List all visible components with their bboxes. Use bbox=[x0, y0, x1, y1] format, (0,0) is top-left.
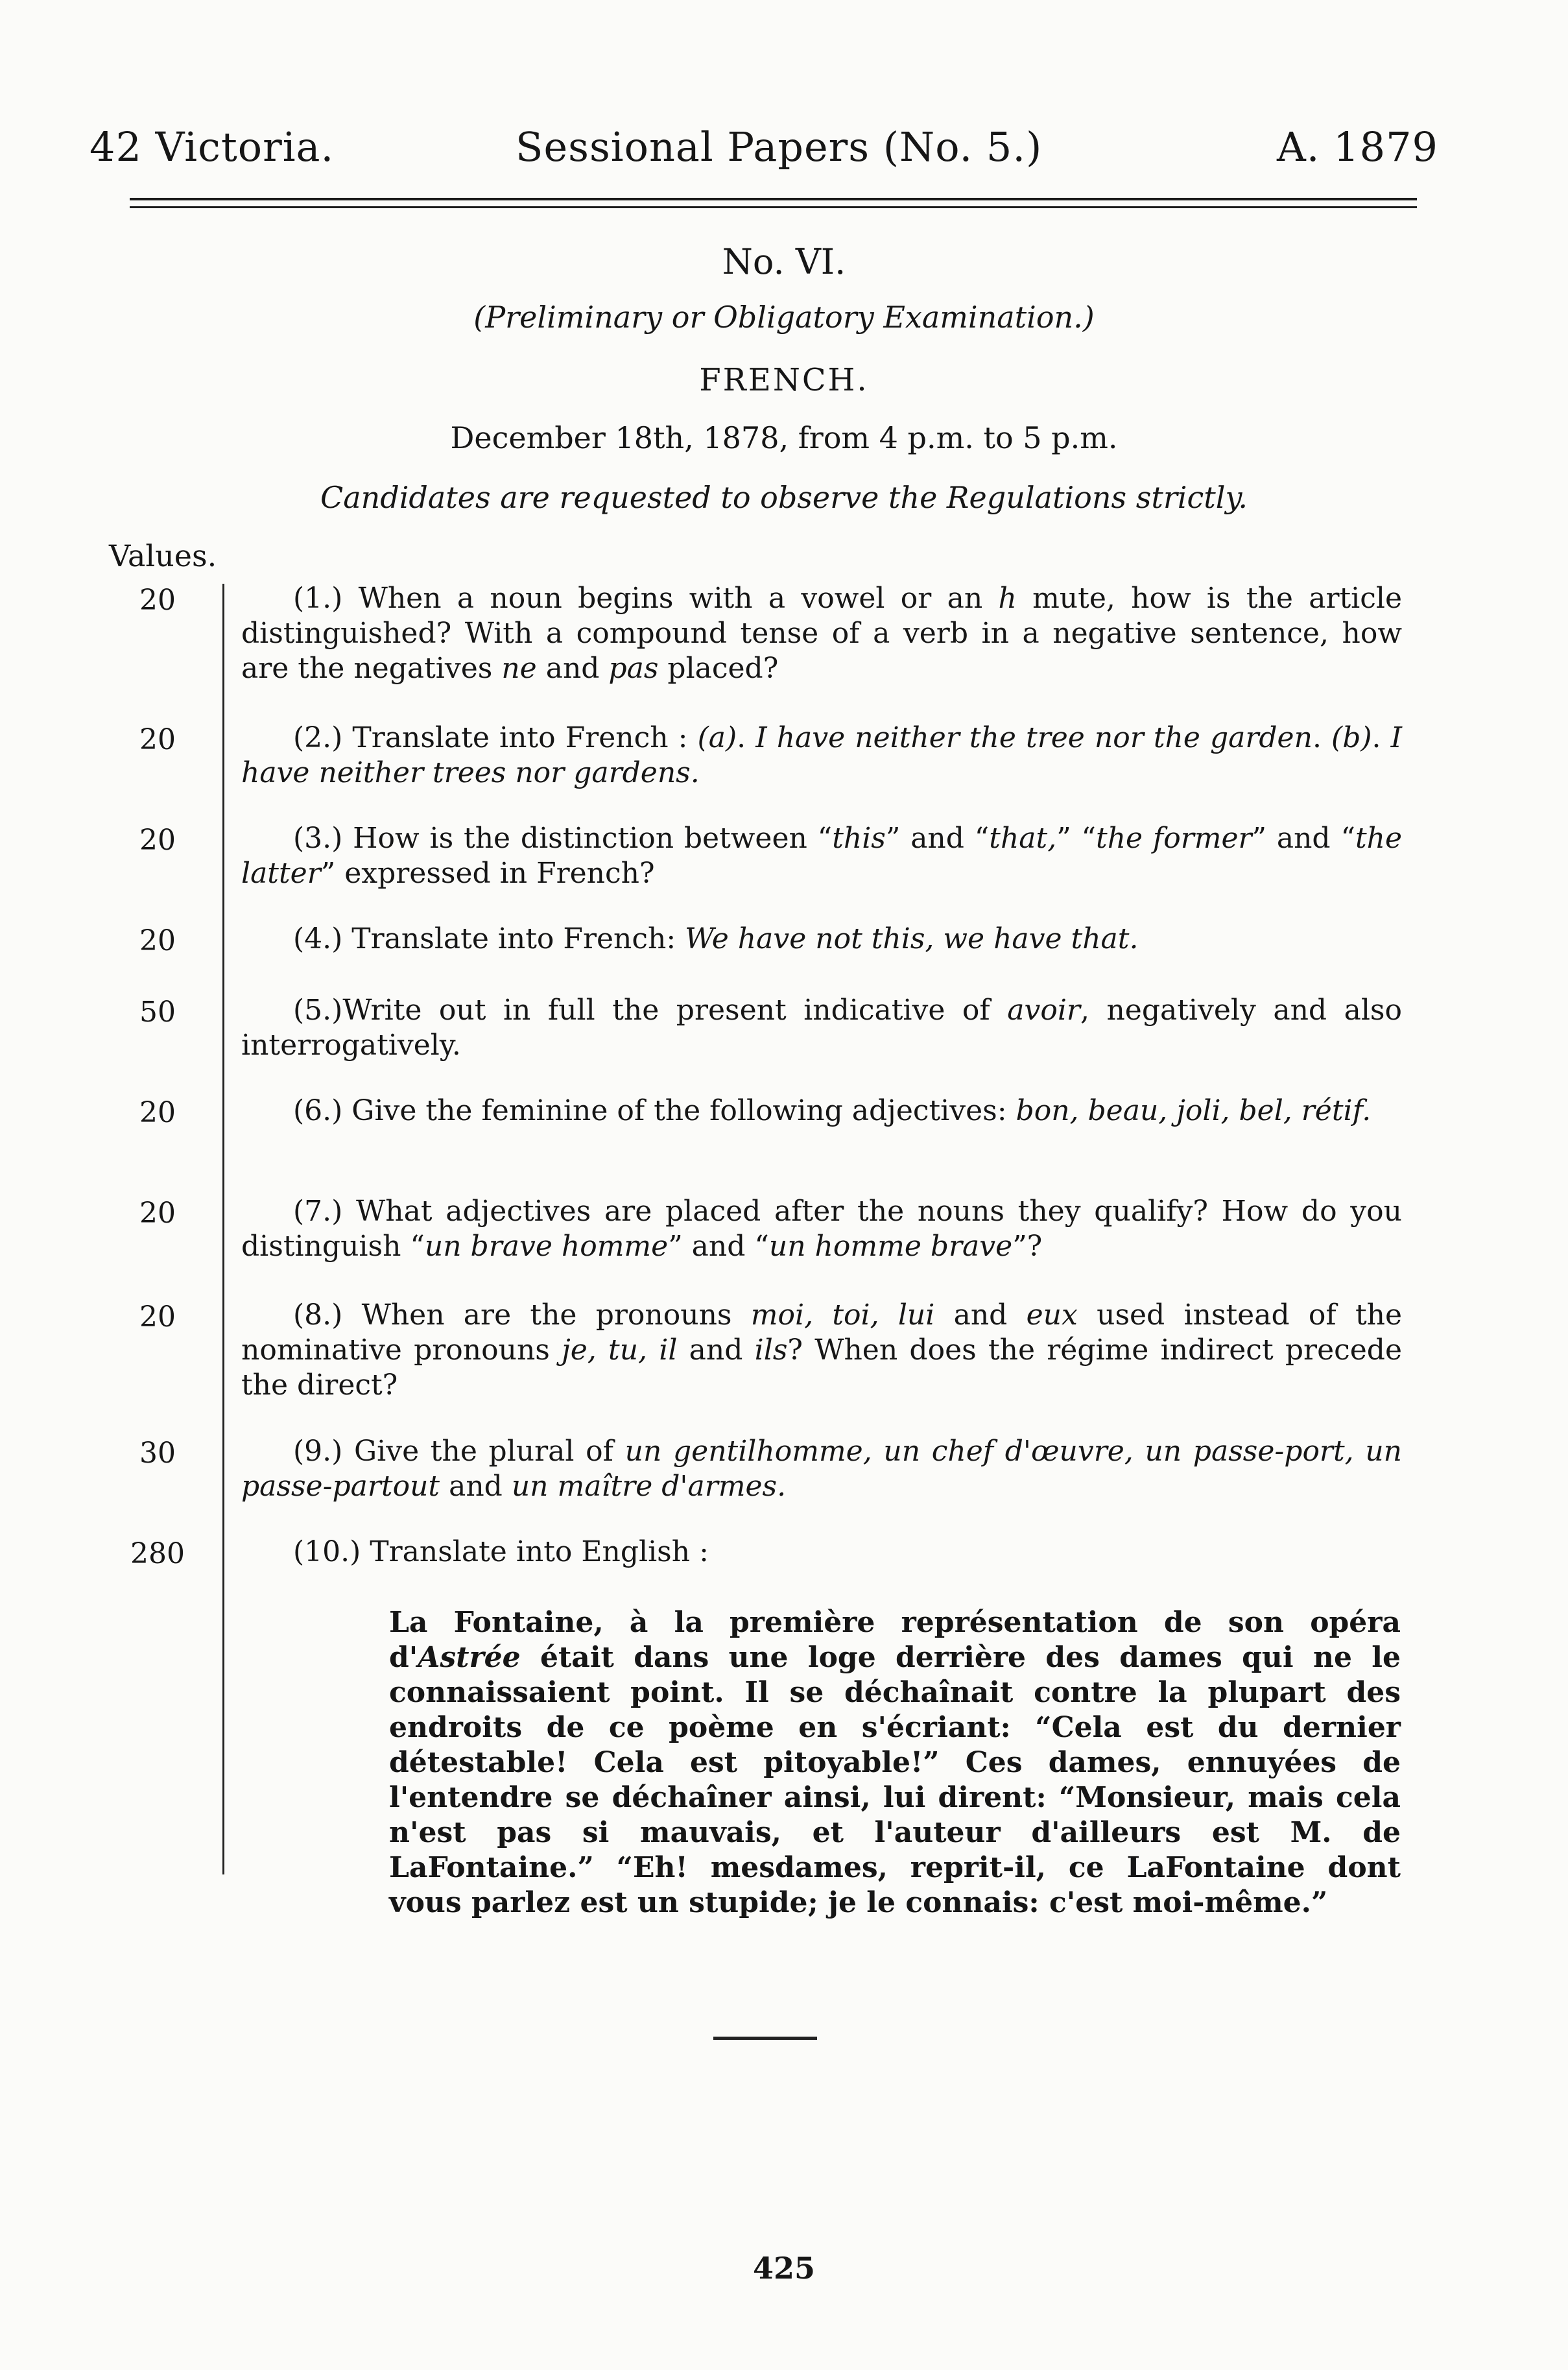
italic-text: un brave homme bbox=[424, 1230, 669, 1263]
italic-text: ils bbox=[754, 1334, 788, 1367]
italic-text: un homme brave bbox=[768, 1230, 1013, 1263]
question-value: 30 bbox=[139, 1437, 176, 1470]
italic-text: the latter bbox=[241, 822, 1402, 890]
question-text: (6.) Give the feminine of the following adjectives: bon, beau, joli, bel, rétif. bbox=[293, 1094, 1372, 1127]
header-year: A. 1879 bbox=[1277, 123, 1438, 171]
question-text: (7.) What adjectives are placed after the nouns they qualify? How do you distinguish “un brave homme” and “un homme brave”? bbox=[241, 1195, 1402, 1263]
italic-text: avoir bbox=[1007, 994, 1080, 1027]
exam-subject: FRENCH. bbox=[699, 362, 869, 398]
question-text: (3.) How is the distinction between “this” and “that,” “the former” and “the latter” expressed in French? bbox=[241, 822, 1402, 890]
question-value: 20 bbox=[139, 1197, 176, 1230]
italic-text: un gentilhomme, un chef d'œuvre, un passe-port, un passe-partout bbox=[241, 1435, 1402, 1503]
italic-text: un maître d'armes. bbox=[511, 1470, 787, 1503]
italic-text: We have not this, we have that. bbox=[685, 922, 1139, 955]
italic-text: h bbox=[998, 582, 1017, 615]
question-text: (1.) When a noun begins with a vowel or an h mute, how is the article distinguished? With a compound tense of a verb in a negative sentence, how are the negatives ne and pas placed? bbox=[241, 582, 1402, 685]
question-text: (2.) Translate into French : (a). I have neither the tree nor the garden. (b). I have neither trees nor gardens. bbox=[241, 721, 1402, 789]
question-text: (9.) Give the plural of un gentilhomme, un chef d'œuvre, un passe-port, un passe-partout and un maître d'armes. bbox=[241, 1435, 1402, 1503]
question-value: 20 bbox=[139, 584, 176, 617]
question-text: (5.)Write out in full the present indicative of avoir, negatively and also interrogatively. bbox=[241, 994, 1402, 1062]
question-value: 20 bbox=[139, 824, 176, 857]
header-session: 42 Victoria. bbox=[89, 123, 335, 171]
header-rule-top bbox=[130, 198, 1417, 200]
question-text: (10.) Translate into English : bbox=[293, 1535, 709, 1568]
page-number: 425 bbox=[752, 2251, 816, 2286]
italic-text: moi, toi, lui bbox=[750, 1299, 935, 1332]
translation-passage: La Fontaine, à la première représentation de son opéra d'Astrée était dans une loge derrière des dames qui ne le connaissaient point. Il se déchaînait contre la plupart des endroits de ce poème en s'écriant: “Cela est du dernier détestable! Cela est pitoyable!” Ces dames, ennuyées de l'entendre se déchaîner ainsi, lui dirent: “Monsieur, mais cela n'est pas si mauvais, et l'auteur d'ailleurs est M. de LaFontaine.” “Eh! mesdames, reprit-il, ce LaFontaine dont vous parlez est un stupide; je le connais: c'est moi-même.” bbox=[389, 1606, 1401, 1919]
end-rule bbox=[713, 2037, 817, 2040]
question-value: 280 bbox=[130, 1537, 185, 1570]
values-label: Values. bbox=[109, 538, 217, 573]
italic-text: pas bbox=[608, 652, 659, 685]
italic-text: this bbox=[832, 822, 886, 855]
italic-text: je, tu, il bbox=[562, 1334, 678, 1367]
question-value: 20 bbox=[139, 924, 176, 957]
italic-text: I have neither the tree nor the garden bbox=[755, 721, 1313, 754]
question-value: 20 bbox=[139, 723, 176, 756]
question-text: (4.) Translate into French: We have not this, we have that. bbox=[293, 922, 1139, 955]
italic-text: eux bbox=[1026, 1299, 1078, 1332]
exam-type: (Preliminary or Obligatory Examination.) bbox=[473, 300, 1095, 335]
italic-text: that, bbox=[989, 822, 1057, 855]
italic-text: (b) bbox=[1331, 721, 1372, 754]
italic-text: ne bbox=[501, 652, 537, 685]
italic-text: Astrée bbox=[418, 1641, 521, 1674]
header-rule-bottom bbox=[130, 206, 1417, 208]
question-value: 20 bbox=[139, 1300, 176, 1334]
italic-text: I have neither trees nor gardens. bbox=[241, 721, 1402, 789]
italic-text: (a) bbox=[697, 721, 737, 754]
values-divider bbox=[222, 584, 224, 1874]
candidate-note: Candidates are requested to observe the Regulations strictly. bbox=[320, 480, 1248, 515]
question-value: 50 bbox=[139, 996, 176, 1029]
question-text: (8.) When are the pronouns moi, toi, lui and eux used instead of the nominative pronouns je, tu, il and ils? When does the régime indirect precede the direct? bbox=[241, 1299, 1402, 1402]
question-value: 20 bbox=[139, 1096, 176, 1129]
exam-date: December 18th, 1878, from 4 p.m. to 5 p.m. bbox=[450, 420, 1118, 455]
italic-text: bon, beau, joli, bel, rétif. bbox=[1016, 1094, 1372, 1127]
paper-number: No. VI. bbox=[722, 241, 846, 282]
header-sessional-papers: Sessional Papers (No. 5.) bbox=[516, 123, 1043, 171]
italic-text: the former bbox=[1096, 822, 1252, 855]
